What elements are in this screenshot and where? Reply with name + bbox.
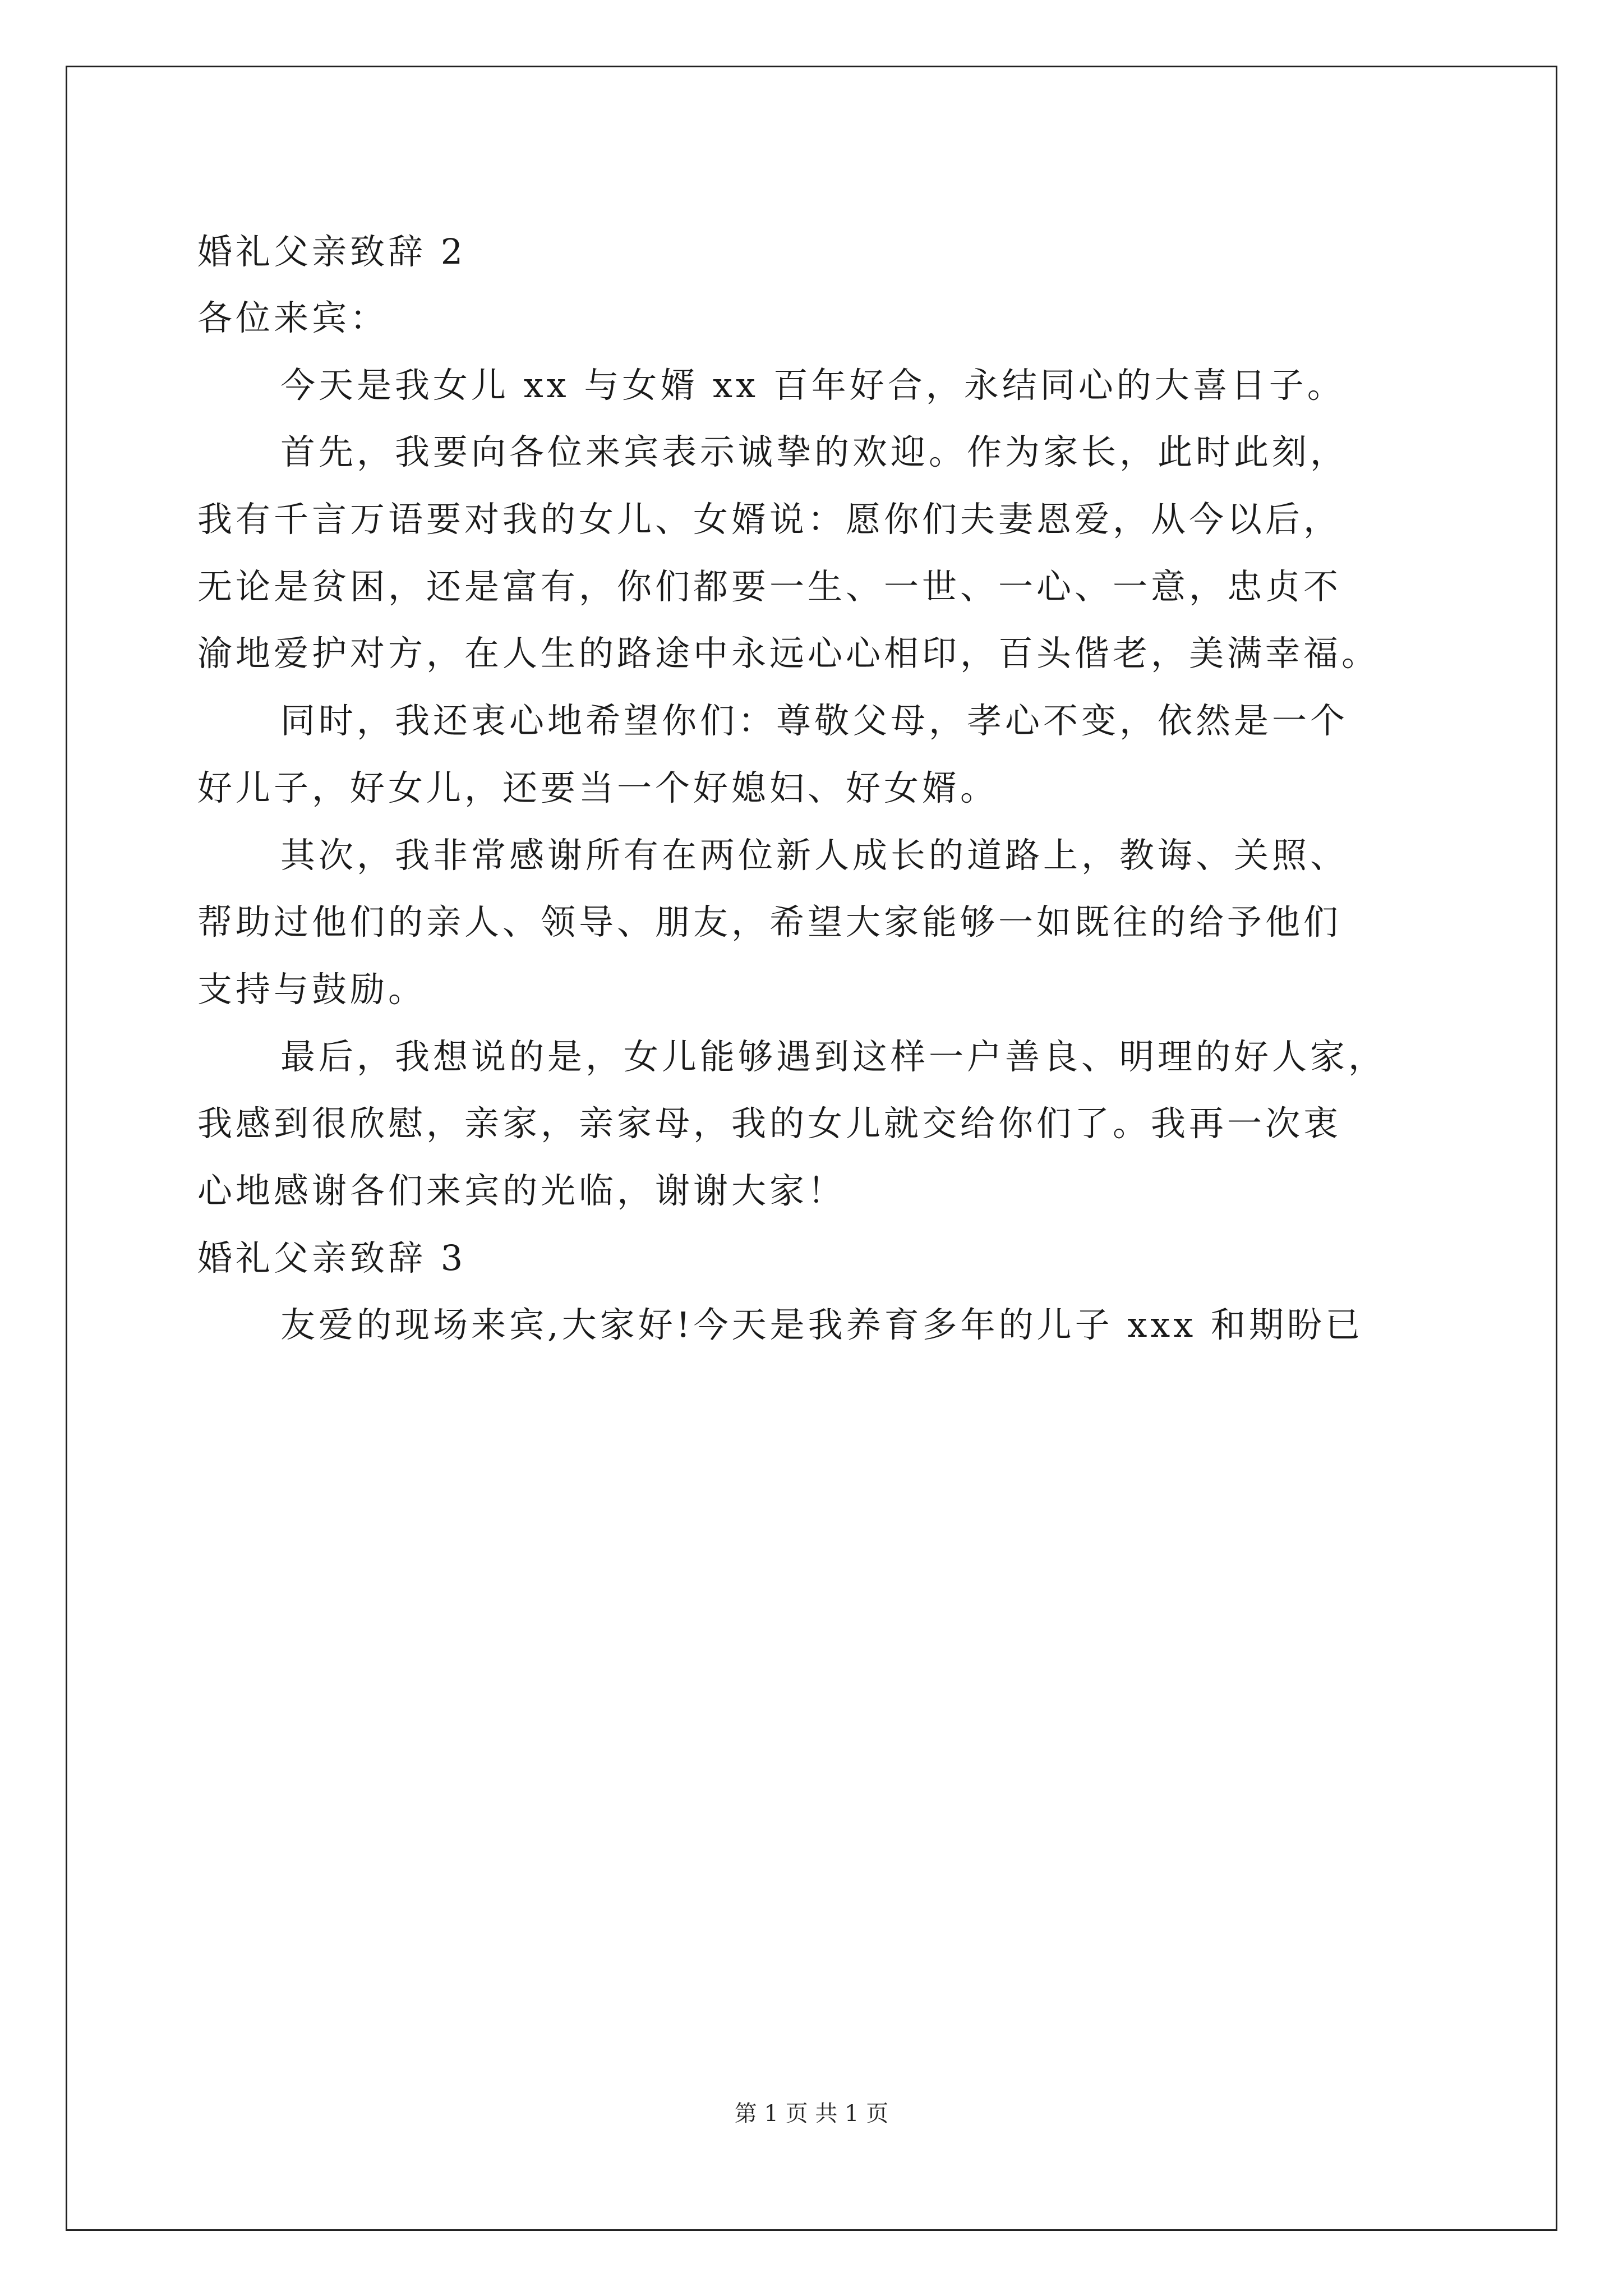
paragraph-line: 最后，我想说的是，女儿能够遇到这样一户善良、明理的好人家， <box>280 1036 1387 1077</box>
section-heading: 婚礼父亲致辞 3 <box>197 1237 467 1278</box>
paragraph-line: 我有千言万语要对我的女儿、女婿说：愿你们夫妻恩爱，从今以后， <box>197 499 1342 540</box>
paragraph-line: 心地感谢各们来宾的光临，谢谢大家！ <box>197 1170 846 1211</box>
page-footer: 第 1 页 共 1 页 <box>734 2101 889 2127</box>
paragraph-line: 今天是我女儿 xx 与女婿 xx 百年好合，永结同心的大喜日子。 <box>280 365 1345 406</box>
paragraph-line: 友爱的现场来宾,大家好!今天是我养育多年的儿子 xxx 和期盼已 <box>280 1304 1363 1345</box>
salutation: 各位来宾： <box>197 297 389 338</box>
paragraph-line: 其次，我非常感谢所有在两位新人成长的道路上，教诲、关照、 <box>280 835 1349 876</box>
paragraph-line: 我感到很欣慰，亲家，亲家母，我的女儿就交给你们了。我再一次衷 <box>197 1103 1342 1144</box>
paragraph-line: 无论是贫困，还是富有，你们都要一生、一世、一心、一意，忠贞不 <box>197 566 1342 607</box>
section-heading: 婚礼父亲致辞 2 <box>197 231 467 272</box>
paragraph-line: 支持与鼓励。 <box>197 969 427 1010</box>
paragraph-line: 首先，我要向各位来宾表示诚挚的欢迎。作为家长，此时此刻， <box>280 431 1349 472</box>
paragraph-line: 同时，我还衷心地希望你们：尊敬父母，孝心不变，依然是一个 <box>280 700 1349 741</box>
paragraph-line: 渝地爱护对方，在人生的路途中永远心心相印，百头偕老，美满幸福。 <box>197 633 1380 674</box>
paragraph-line: 好儿子，好女儿，还要当一个好媳妇、好女婿。 <box>197 767 999 808</box>
paragraph-line: 帮助过他们的亲人、领导、朋友，希望大家能够一如既往的给予他们 <box>197 901 1342 942</box>
